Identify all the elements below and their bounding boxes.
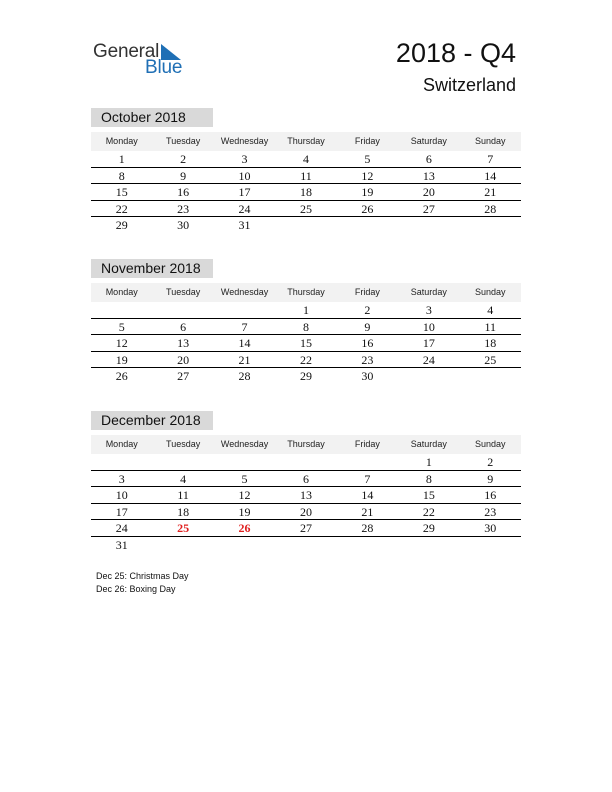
- week-row: [91, 184, 521, 201]
- week-row: [91, 352, 521, 369]
- week-row: [91, 471, 521, 488]
- day-cell: 11: [300, 168, 312, 183]
- holiday-note: Dec 25: Christmas Day: [96, 571, 189, 581]
- weekday-label: Friday: [354, 439, 380, 449]
- day-cell: [460, 537, 521, 554]
- weekday-header: [91, 283, 521, 302]
- weekday-label: Monday: [105, 439, 138, 449]
- day-cell: 20: [177, 352, 190, 367]
- day-cell: 17: [238, 185, 251, 199]
- day-cell: 20: [422, 185, 435, 199]
- day-cell: [152, 537, 213, 554]
- day-cell: 22: [422, 504, 435, 519]
- day-cell: [460, 217, 521, 234]
- day-cell: [337, 454, 398, 470]
- day-cell: [275, 217, 336, 234]
- weekday-label: Wednesday: [220, 439, 269, 449]
- day-cell: [460, 368, 521, 385]
- day-cell: [214, 302, 275, 318]
- day-cell: 10: [115, 488, 128, 502]
- week-row: [91, 319, 521, 336]
- day-cell: 6: [425, 152, 432, 166]
- day-cell: 28: [484, 201, 497, 216]
- day-cell: 21: [361, 504, 374, 519]
- day-cell: 23: [177, 201, 190, 216]
- weekday-header: [91, 435, 521, 454]
- day-cell: 30: [177, 218, 190, 232]
- day-cell: 18: [177, 504, 190, 519]
- day-cell: 20: [299, 504, 312, 519]
- day-cell: 4: [487, 303, 494, 317]
- day-cell: 22: [299, 352, 312, 367]
- holiday-day-cell: 26: [238, 521, 251, 535]
- week-row: [91, 168, 521, 185]
- day-cell: [214, 454, 275, 470]
- day-cell: 5: [364, 152, 371, 166]
- day-cell: 19: [361, 185, 374, 199]
- day-cell: 2: [487, 455, 494, 469]
- day-cell: 5: [118, 319, 125, 334]
- day-cell: 14: [484, 168, 497, 183]
- day-cell: 17: [422, 336, 435, 350]
- day-cell: 5: [241, 471, 248, 486]
- day-cell: 13: [299, 488, 312, 502]
- day-cell: 7: [487, 152, 494, 166]
- weekday-label: Thursday: [287, 287, 325, 297]
- day-cell: 4: [180, 471, 187, 486]
- day-cell: 14: [238, 336, 251, 350]
- day-cell: 28: [361, 521, 374, 535]
- logo-general-text: General: [93, 41, 160, 62]
- day-cell: 30: [361, 369, 374, 383]
- day-cell: 21: [484, 185, 497, 199]
- day-cell: [337, 537, 398, 554]
- weekday-label: Wednesday: [220, 287, 269, 297]
- day-cell: 16: [484, 488, 497, 502]
- day-cell: 24: [238, 201, 251, 216]
- day-cell: [275, 454, 336, 470]
- day-cell: 9: [180, 168, 187, 183]
- day-cell: 27: [299, 521, 312, 535]
- week-row: [91, 335, 521, 352]
- day-cell: 11: [177, 488, 189, 502]
- day-cell: [152, 302, 213, 318]
- day-cell: 25: [299, 201, 312, 216]
- day-cell: 30: [484, 521, 497, 535]
- day-cell: 29: [115, 218, 128, 232]
- day-cell: 13: [177, 336, 190, 350]
- day-cell: 23: [484, 504, 497, 519]
- day-cell: 13: [422, 168, 435, 183]
- day-cell: [214, 537, 275, 554]
- day-cell: [91, 302, 152, 318]
- holiday-day-cell: 25: [177, 521, 190, 535]
- day-cell: 8: [425, 471, 432, 486]
- day-cell: 15: [422, 488, 435, 502]
- logo-blue-text: Blue: [145, 57, 183, 78]
- day-cell: 25: [484, 352, 497, 367]
- day-cell: [398, 217, 459, 234]
- day-cell: 9: [487, 471, 494, 486]
- weekday-label: Sunday: [474, 287, 506, 297]
- weekday-label: Tuesday: [166, 287, 201, 297]
- weekday-label: Wednesday: [220, 136, 269, 146]
- day-cell: 12: [361, 168, 374, 183]
- month-title: October 2018: [91, 108, 213, 127]
- weekday-label: Saturday: [410, 287, 447, 297]
- weekday-label: Tuesday: [166, 439, 201, 449]
- day-cell: 12: [115, 336, 128, 350]
- week-row: [91, 520, 521, 537]
- day-cell: 27: [422, 201, 435, 216]
- week-row: [91, 151, 521, 168]
- day-cell: 3: [241, 152, 248, 166]
- page-title: 2018 - Q4: [395, 38, 516, 68]
- day-cell: 1: [118, 152, 125, 166]
- day-cell: 1: [302, 303, 309, 317]
- day-cell: 19: [115, 352, 128, 367]
- week-row: [91, 368, 521, 385]
- day-cell: 26: [361, 201, 374, 216]
- holiday-notes: [96, 570, 189, 596]
- weekday-label: Monday: [105, 136, 138, 146]
- day-cell: 15: [115, 185, 128, 199]
- day-cell: 8: [118, 168, 125, 183]
- weekday-label: Monday: [105, 287, 138, 297]
- day-cell: 18: [299, 185, 312, 199]
- weekday-label: Saturday: [410, 136, 447, 146]
- day-cell: 7: [364, 471, 371, 486]
- day-cell: [152, 454, 213, 470]
- day-cell: [398, 368, 459, 385]
- day-cell: 9: [364, 319, 371, 334]
- day-cell: 16: [361, 336, 374, 350]
- day-cell: 18: [484, 336, 497, 350]
- day-cell: 28: [238, 369, 251, 383]
- country-name: Switzerland: [422, 75, 516, 95]
- day-cell: 10: [238, 168, 251, 183]
- weekday-label: Friday: [354, 136, 380, 146]
- weekday-label: Thursday: [287, 439, 325, 449]
- day-cell: 2: [180, 152, 187, 166]
- day-cell: 31: [115, 537, 128, 552]
- day-cell: 31: [238, 218, 251, 232]
- day-cell: 15: [299, 336, 312, 350]
- day-cell: 29: [299, 369, 312, 383]
- week-row: [91, 504, 521, 521]
- day-cell: [337, 217, 398, 234]
- day-cell: 3: [425, 303, 432, 317]
- day-cell: 26: [115, 369, 128, 383]
- day-cell: 1: [425, 455, 432, 469]
- weekday-label: Thursday: [287, 136, 325, 146]
- day-cell: 8: [302, 319, 309, 334]
- week-row: [91, 537, 521, 554]
- month-calendar: [91, 108, 521, 234]
- logo: [93, 41, 193, 81]
- day-cell: 24: [422, 352, 435, 367]
- day-cell: 4: [302, 152, 309, 166]
- month-calendar: [91, 259, 521, 385]
- day-cell: 6: [302, 471, 309, 486]
- day-cell: 10: [422, 319, 435, 334]
- weekday-header: [91, 132, 521, 151]
- week-row: [91, 201, 521, 218]
- month-title: December 2018: [91, 411, 213, 430]
- day-cell: 16: [177, 185, 190, 199]
- weekday-label: Sunday: [474, 439, 506, 449]
- day-cell: 24: [115, 521, 128, 535]
- week-row: [91, 217, 521, 234]
- weekday-label: Friday: [354, 287, 380, 297]
- week-row: [91, 454, 521, 471]
- day-cell: [275, 537, 336, 554]
- day-cell: 11: [484, 319, 497, 334]
- week-row: [91, 487, 521, 504]
- day-cell: 14: [361, 488, 374, 502]
- month-title: November 2018: [91, 259, 213, 278]
- weekday-label: Tuesday: [166, 136, 201, 146]
- day-cell: 23: [361, 352, 374, 367]
- month-calendar: [91, 411, 521, 553]
- day-cell: 12: [238, 488, 251, 502]
- day-cell: 7: [241, 319, 248, 334]
- day-cell: [91, 454, 152, 470]
- day-cell: 3: [118, 471, 125, 486]
- weekday-label: Sunday: [474, 136, 506, 146]
- day-cell: 22: [115, 201, 128, 216]
- week-row: [91, 302, 521, 319]
- holiday-note: Dec 26: Boxing Day: [96, 584, 176, 594]
- day-cell: 21: [238, 352, 251, 367]
- day-cell: 19: [238, 504, 251, 519]
- day-cell: 6: [180, 319, 187, 334]
- day-cell: 29: [422, 521, 435, 535]
- weekday-label: Saturday: [410, 439, 447, 449]
- day-cell: 17: [115, 504, 128, 519]
- day-cell: 27: [177, 369, 190, 383]
- day-cell: [398, 537, 459, 554]
- day-cell: 2: [364, 303, 371, 317]
